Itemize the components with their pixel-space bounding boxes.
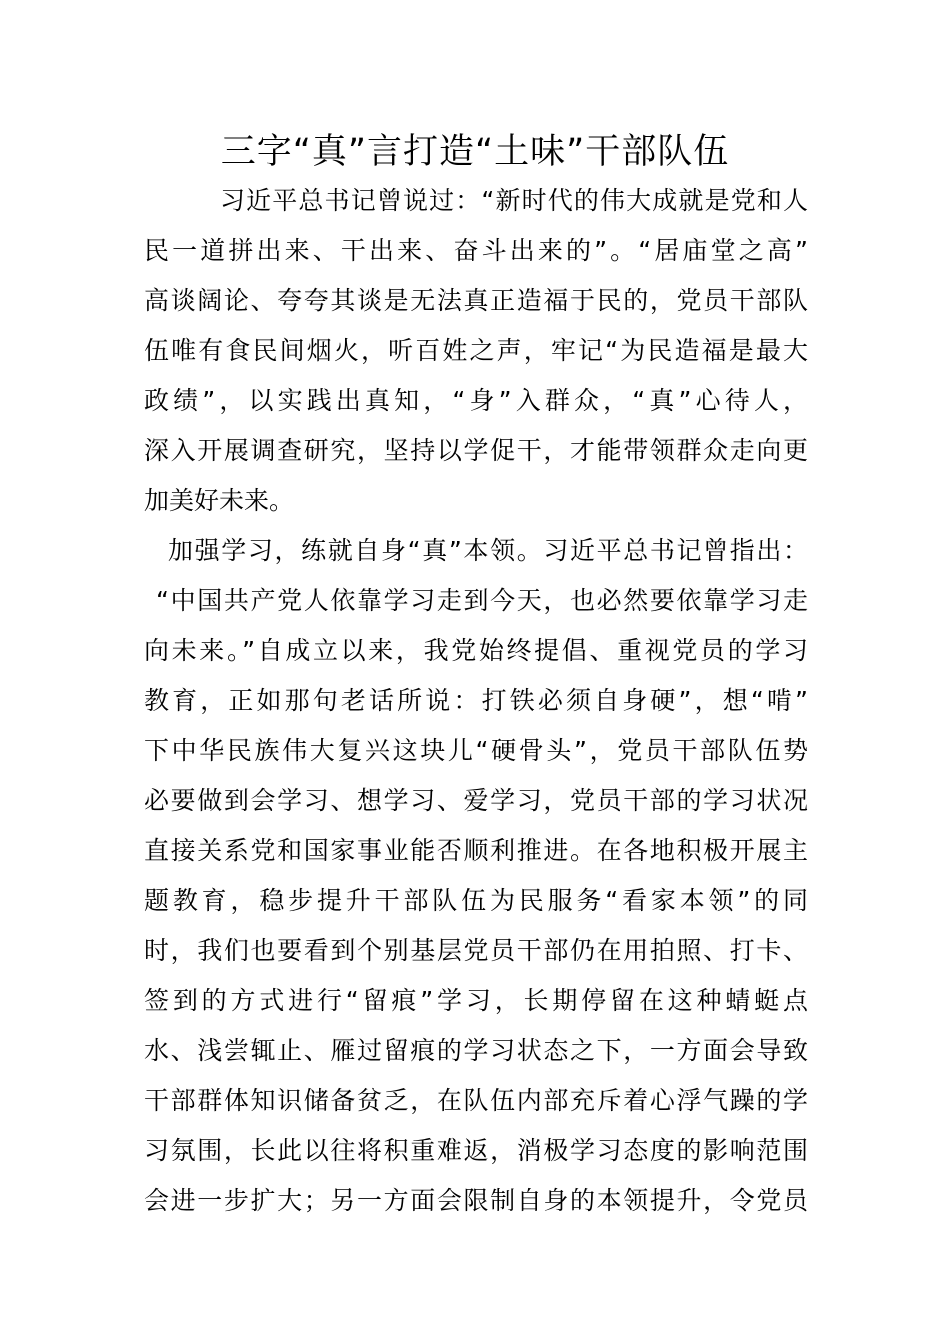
text-line: 加强学习，练就自身“真”本领。习近平总书记曾指出： <box>168 536 808 565</box>
text-line: 民一道拼出来、干出来、奋斗出来的”。“居庙堂之高” <box>144 236 808 265</box>
text-line: 习近平总书记曾说过：“新时代的伟大成就是党和人 <box>220 186 808 215</box>
text-line: 签到的方式进行“留痕”学习，长期停留在这种蜻蜓点 <box>144 986 808 1015</box>
text-line: 题教育，稳步提升干部队伍为民服务“看家本领”的同 <box>144 886 808 915</box>
text-line: 直接关系党和国家事业能否顺利推进。在各地积极开展主 <box>144 836 808 865</box>
text-line: 深入开展调查研究，坚持以学促干，才能带领群众走向更 <box>144 436 808 465</box>
text-line: “中国共产党人依靠学习走到今天，也必然要依靠学习走 <box>156 586 808 615</box>
text-line: 伍唯有食民间烟火，听百姓之声，牢记“为民造福是最大 <box>144 336 808 365</box>
text-line: 习氛围，长此以往将积重难返，消极学习态度的影响范围 <box>144 1136 808 1165</box>
text-line: 加美好未来。 <box>144 486 295 515</box>
document-title: 三字“真”言打造“土味”干部队伍 <box>220 132 730 172</box>
text-line: 下中华民族伟大复兴这块儿“硬骨头”，党员干部队伍势 <box>144 736 808 765</box>
text-line: 时，我们也要看到个别基层党员干部仍在用拍照、打卡、 <box>144 936 808 965</box>
text-line: 高谈阔论、夸夸其谈是无法真正造福于民的，党员干部队 <box>144 286 808 315</box>
text-line: 教育，正如那句老话所说：打铁必须自身硬”，想“啃” <box>144 686 808 715</box>
paragraph-2 <box>144 526 808 1226</box>
text-line: 必要做到会学习、想学习、爱学习，党员干部的学习状况 <box>144 786 808 815</box>
text-line: 政绩”，以实践出真知，“身”入群众，“真”心待人， <box>144 386 808 415</box>
document-body <box>144 176 808 1226</box>
text-line: 向未来。”自成立以来，我党始终提倡、重视党员的学习 <box>144 636 808 665</box>
text-line: 会进一步扩大；另一方面会限制自身的本领提升，令党员 <box>144 1186 808 1215</box>
paragraph-1 <box>144 176 808 526</box>
text-line: 水、浅尝辄止、雁过留痕的学习状态之下，一方面会导致 <box>144 1036 808 1065</box>
text-line: 干部群体知识储备贫乏，在队伍内部充斥着心浮气躁的学 <box>144 1086 808 1115</box>
